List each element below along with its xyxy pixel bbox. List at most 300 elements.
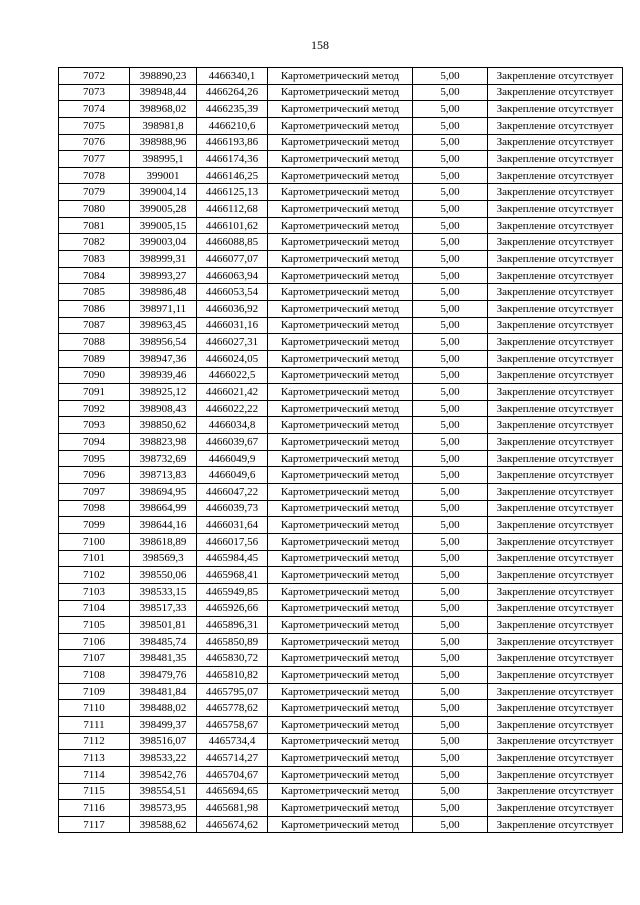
x-coordinate-cell: 398995,1 xyxy=(130,151,197,168)
point-number-cell: 7072 xyxy=(59,68,130,85)
y-coordinate-cell: 4465778,62 xyxy=(197,700,268,717)
point-number-cell: 7077 xyxy=(59,151,130,168)
method-cell: Картометрический метод xyxy=(268,567,413,584)
x-coordinate-cell: 398588,62 xyxy=(130,816,197,833)
fixation-cell: Закрепление отсутствует xyxy=(488,234,623,251)
y-coordinate-cell: 4465694,65 xyxy=(197,783,268,800)
point-number-cell: 7115 xyxy=(59,783,130,800)
method-cell: Картометрический метод xyxy=(268,251,413,268)
accuracy-cell: 5,00 xyxy=(413,484,488,501)
fixation-cell: Закрепление отсутствует xyxy=(488,700,623,717)
x-coordinate-cell: 398908,43 xyxy=(130,400,197,417)
fixation-cell: Закрепление отсутствует xyxy=(488,201,623,218)
accuracy-cell: 5,00 xyxy=(413,766,488,783)
fixation-cell: Закрепление отсутствует xyxy=(488,317,623,334)
x-coordinate-cell: 398948,44 xyxy=(130,84,197,101)
table-row xyxy=(59,583,623,600)
y-coordinate-cell: 4466047,22 xyxy=(197,484,268,501)
x-coordinate-cell: 398517,33 xyxy=(130,600,197,617)
point-number-cell: 7090 xyxy=(59,367,130,384)
x-coordinate-cell: 398939,46 xyxy=(130,367,197,384)
x-coordinate-cell: 398516,07 xyxy=(130,733,197,750)
accuracy-cell: 5,00 xyxy=(413,300,488,317)
x-coordinate-cell: 398968,02 xyxy=(130,101,197,118)
fixation-cell: Закрепление отсутствует xyxy=(488,550,623,567)
accuracy-cell: 5,00 xyxy=(413,550,488,567)
accuracy-cell: 5,00 xyxy=(413,267,488,284)
accuracy-cell: 5,00 xyxy=(413,251,488,268)
table-row xyxy=(59,533,623,550)
accuracy-cell: 5,00 xyxy=(413,517,488,534)
x-coordinate-cell: 398569,3 xyxy=(130,550,197,567)
table-row xyxy=(59,783,623,800)
point-number-cell: 7084 xyxy=(59,267,130,284)
y-coordinate-cell: 4466049,9 xyxy=(197,450,268,467)
x-coordinate-cell: 399005,28 xyxy=(130,201,197,218)
x-coordinate-cell: 398644,16 xyxy=(130,517,197,534)
method-cell: Картометрический метод xyxy=(268,733,413,750)
method-cell: Картометрический метод xyxy=(268,633,413,650)
table-row xyxy=(59,650,623,667)
table-row xyxy=(59,716,623,733)
point-number-cell: 7089 xyxy=(59,350,130,367)
fixation-cell: Закрепление отсутствует xyxy=(488,367,623,384)
point-number-cell: 7093 xyxy=(59,417,130,434)
y-coordinate-cell: 4465810,82 xyxy=(197,667,268,684)
point-number-cell: 7097 xyxy=(59,484,130,501)
y-coordinate-cell: 4466036,92 xyxy=(197,300,268,317)
method-cell: Картометрический метод xyxy=(268,783,413,800)
method-cell: Картометрический метод xyxy=(268,350,413,367)
method-cell: Картометрический метод xyxy=(268,484,413,501)
accuracy-cell: 5,00 xyxy=(413,783,488,800)
table-row xyxy=(59,417,623,434)
method-cell: Картометрический метод xyxy=(268,367,413,384)
point-number-cell: 7109 xyxy=(59,683,130,700)
table-row xyxy=(59,334,623,351)
point-number-cell: 7113 xyxy=(59,750,130,767)
x-coordinate-cell: 398925,12 xyxy=(130,384,197,401)
fixation-cell: Закрепление отсутствует xyxy=(488,384,623,401)
point-number-cell: 7105 xyxy=(59,617,130,634)
y-coordinate-cell: 4466031,16 xyxy=(197,317,268,334)
y-coordinate-cell: 4466146,25 xyxy=(197,167,268,184)
y-coordinate-cell: 4466017,56 xyxy=(197,533,268,550)
accuracy-cell: 5,00 xyxy=(413,816,488,833)
fixation-cell: Закрепление отсутствует xyxy=(488,450,623,467)
x-coordinate-cell: 398533,22 xyxy=(130,750,197,767)
fixation-cell: Закрепление отсутствует xyxy=(488,467,623,484)
table-row xyxy=(59,367,623,384)
y-coordinate-cell: 4465896,31 xyxy=(197,617,268,634)
method-cell: Картометрический метод xyxy=(268,134,413,151)
y-coordinate-cell: 4465674,62 xyxy=(197,816,268,833)
table-row xyxy=(59,317,623,334)
y-coordinate-cell: 4465681,98 xyxy=(197,800,268,817)
fixation-cell: Закрепление отсутствует xyxy=(488,750,623,767)
y-coordinate-cell: 4465949,85 xyxy=(197,583,268,600)
accuracy-cell: 5,00 xyxy=(413,567,488,584)
accuracy-cell: 5,00 xyxy=(413,434,488,451)
x-coordinate-cell: 398947,36 xyxy=(130,350,197,367)
table-row xyxy=(59,517,623,534)
method-cell: Картометрический метод xyxy=(268,467,413,484)
point-number-cell: 7098 xyxy=(59,500,130,517)
table-row xyxy=(59,117,623,134)
method-cell: Картометрический метод xyxy=(268,550,413,567)
x-coordinate-cell: 399001 xyxy=(130,167,197,184)
table-row xyxy=(59,384,623,401)
y-coordinate-cell: 4465734,4 xyxy=(197,733,268,750)
method-cell: Картометрический метод xyxy=(268,517,413,534)
y-coordinate-cell: 4466125,13 xyxy=(197,184,268,201)
accuracy-cell: 5,00 xyxy=(413,617,488,634)
point-number-cell: 7106 xyxy=(59,633,130,650)
method-cell: Картометрический метод xyxy=(268,84,413,101)
table-row xyxy=(59,567,623,584)
point-number-cell: 7114 xyxy=(59,766,130,783)
x-coordinate-cell: 398488,02 xyxy=(130,700,197,717)
fixation-cell: Закрепление отсутствует xyxy=(488,134,623,151)
point-number-cell: 7095 xyxy=(59,450,130,467)
point-number-cell: 7108 xyxy=(59,667,130,684)
y-coordinate-cell: 4465984,45 xyxy=(197,550,268,567)
y-coordinate-cell: 4466027,31 xyxy=(197,334,268,351)
method-cell: Картометрический метод xyxy=(268,101,413,118)
x-coordinate-cell: 398890,23 xyxy=(130,68,197,85)
table-row xyxy=(59,167,623,184)
method-cell: Картометрический метод xyxy=(268,217,413,234)
point-number-cell: 7103 xyxy=(59,583,130,600)
accuracy-cell: 5,00 xyxy=(413,600,488,617)
accuracy-cell: 5,00 xyxy=(413,134,488,151)
accuracy-cell: 5,00 xyxy=(413,650,488,667)
accuracy-cell: 5,00 xyxy=(413,700,488,717)
accuracy-cell: 5,00 xyxy=(413,400,488,417)
accuracy-cell: 5,00 xyxy=(413,450,488,467)
point-number-cell: 7099 xyxy=(59,517,130,534)
y-coordinate-cell: 4466112,68 xyxy=(197,201,268,218)
y-coordinate-cell: 4466031,64 xyxy=(197,517,268,534)
x-coordinate-cell: 398554,51 xyxy=(130,783,197,800)
y-coordinate-cell: 4465714,27 xyxy=(197,750,268,767)
table-row xyxy=(59,733,623,750)
fixation-cell: Закрепление отсутствует xyxy=(488,617,623,634)
x-coordinate-cell: 398732,69 xyxy=(130,450,197,467)
point-number-cell: 7091 xyxy=(59,384,130,401)
accuracy-cell: 5,00 xyxy=(413,101,488,118)
table-row xyxy=(59,750,623,767)
fixation-cell: Закрепление отсутствует xyxy=(488,683,623,700)
method-cell: Картометрический метод xyxy=(268,800,413,817)
accuracy-cell: 5,00 xyxy=(413,367,488,384)
y-coordinate-cell: 4465758,67 xyxy=(197,716,268,733)
accuracy-cell: 5,00 xyxy=(413,716,488,733)
y-coordinate-cell: 4466235,39 xyxy=(197,101,268,118)
accuracy-cell: 5,00 xyxy=(413,334,488,351)
y-coordinate-cell: 4466193,86 xyxy=(197,134,268,151)
x-coordinate-cell: 398573,95 xyxy=(130,800,197,817)
accuracy-cell: 5,00 xyxy=(413,683,488,700)
accuracy-cell: 5,00 xyxy=(413,234,488,251)
method-cell: Картометрический метод xyxy=(268,117,413,134)
accuracy-cell: 5,00 xyxy=(413,384,488,401)
fixation-cell: Закрепление отсутствует xyxy=(488,417,623,434)
accuracy-cell: 5,00 xyxy=(413,317,488,334)
fixation-cell: Закрепление отсутствует xyxy=(488,68,623,85)
x-coordinate-cell: 399005,15 xyxy=(130,217,197,234)
accuracy-cell: 5,00 xyxy=(413,800,488,817)
table-row xyxy=(59,217,623,234)
y-coordinate-cell: 4466039,73 xyxy=(197,500,268,517)
point-number-cell: 7094 xyxy=(59,434,130,451)
method-cell: Картометрический метод xyxy=(268,234,413,251)
method-cell: Картометрический метод xyxy=(268,201,413,218)
point-number-cell: 7117 xyxy=(59,816,130,833)
x-coordinate-cell: 398542,76 xyxy=(130,766,197,783)
method-cell: Картометрический метод xyxy=(268,700,413,717)
y-coordinate-cell: 4466021,42 xyxy=(197,384,268,401)
fixation-cell: Закрепление отсутствует xyxy=(488,117,623,134)
x-coordinate-cell: 398850,62 xyxy=(130,417,197,434)
accuracy-cell: 5,00 xyxy=(413,350,488,367)
point-number-cell: 7102 xyxy=(59,567,130,584)
method-cell: Картометрический метод xyxy=(268,617,413,634)
y-coordinate-cell: 4466039,67 xyxy=(197,434,268,451)
table-row xyxy=(59,251,623,268)
y-coordinate-cell: 4465795,07 xyxy=(197,683,268,700)
method-cell: Картометрический метод xyxy=(268,300,413,317)
method-cell: Картометрический метод xyxy=(268,317,413,334)
point-number-cell: 7074 xyxy=(59,101,130,118)
table-row xyxy=(59,700,623,717)
point-number-cell: 7092 xyxy=(59,400,130,417)
point-number-cell: 7088 xyxy=(59,334,130,351)
y-coordinate-cell: 4466264,26 xyxy=(197,84,268,101)
y-coordinate-cell: 4465850,89 xyxy=(197,633,268,650)
point-number-cell: 7107 xyxy=(59,650,130,667)
table-row xyxy=(59,284,623,301)
x-coordinate-cell: 398988,96 xyxy=(130,134,197,151)
y-coordinate-cell: 4466053,54 xyxy=(197,284,268,301)
method-cell: Картометрический метод xyxy=(268,450,413,467)
method-cell: Картометрический метод xyxy=(268,267,413,284)
fixation-cell: Закрепление отсутствует xyxy=(488,500,623,517)
accuracy-cell: 5,00 xyxy=(413,151,488,168)
table-row xyxy=(59,267,623,284)
fixation-cell: Закрепление отсутствует xyxy=(488,217,623,234)
table-row xyxy=(59,550,623,567)
accuracy-cell: 5,00 xyxy=(413,500,488,517)
method-cell: Картометрический метод xyxy=(268,400,413,417)
point-number-cell: 7079 xyxy=(59,184,130,201)
x-coordinate-cell: 398618,89 xyxy=(130,533,197,550)
method-cell: Картометрический метод xyxy=(268,68,413,85)
table-row xyxy=(59,617,623,634)
accuracy-cell: 5,00 xyxy=(413,467,488,484)
point-number-cell: 7111 xyxy=(59,716,130,733)
accuracy-cell: 5,00 xyxy=(413,417,488,434)
x-coordinate-cell: 398499,37 xyxy=(130,716,197,733)
method-cell: Картометрический метод xyxy=(268,600,413,617)
x-coordinate-cell: 398479,76 xyxy=(130,667,197,684)
fixation-cell: Закрепление отсутствует xyxy=(488,650,623,667)
fixation-cell: Закрепление отсутствует xyxy=(488,101,623,118)
accuracy-cell: 5,00 xyxy=(413,583,488,600)
x-coordinate-cell: 398986,48 xyxy=(130,284,197,301)
table-row xyxy=(59,450,623,467)
accuracy-cell: 5,00 xyxy=(413,667,488,684)
accuracy-cell: 5,00 xyxy=(413,633,488,650)
coordinates-table xyxy=(58,67,623,833)
table-row xyxy=(59,234,623,251)
accuracy-cell: 5,00 xyxy=(413,84,488,101)
x-coordinate-cell: 398533,15 xyxy=(130,583,197,600)
x-coordinate-cell: 398981,8 xyxy=(130,117,197,134)
fixation-cell: Закрепление отсутствует xyxy=(488,800,623,817)
point-number-cell: 7085 xyxy=(59,284,130,301)
table-body xyxy=(59,68,623,833)
fixation-cell: Закрепление отсутствует xyxy=(488,167,623,184)
method-cell: Картометрический метод xyxy=(268,766,413,783)
x-coordinate-cell: 398971,11 xyxy=(130,300,197,317)
table-row xyxy=(59,350,623,367)
table-row xyxy=(59,300,623,317)
x-coordinate-cell: 398963,45 xyxy=(130,317,197,334)
table-row xyxy=(59,467,623,484)
page-number: 158 xyxy=(311,38,329,52)
method-cell: Картометрический метод xyxy=(268,334,413,351)
x-coordinate-cell: 398664,99 xyxy=(130,500,197,517)
fixation-cell: Закрепление отсутствует xyxy=(488,633,623,650)
table-row xyxy=(59,500,623,517)
fixation-cell: Закрепление отсутствует xyxy=(488,484,623,501)
table-row xyxy=(59,633,623,650)
accuracy-cell: 5,00 xyxy=(413,217,488,234)
table-row xyxy=(59,151,623,168)
accuracy-cell: 5,00 xyxy=(413,284,488,301)
x-coordinate-cell: 398481,84 xyxy=(130,683,197,700)
y-coordinate-cell: 4466024,05 xyxy=(197,350,268,367)
fixation-cell: Закрепление отсутствует xyxy=(488,816,623,833)
table-row xyxy=(59,434,623,451)
point-number-cell: 7110 xyxy=(59,700,130,717)
point-number-cell: 7083 xyxy=(59,251,130,268)
method-cell: Картометрический метод xyxy=(268,650,413,667)
point-number-cell: 7087 xyxy=(59,317,130,334)
table-row xyxy=(59,134,623,151)
fixation-cell: Закрепление отсутствует xyxy=(488,667,623,684)
point-number-cell: 7073 xyxy=(59,84,130,101)
table-row xyxy=(59,683,623,700)
point-number-cell: 7076 xyxy=(59,134,130,151)
point-number-cell: 7100 xyxy=(59,533,130,550)
point-number-cell: 7080 xyxy=(59,201,130,218)
x-coordinate-cell: 398550,06 xyxy=(130,567,197,584)
x-coordinate-cell: 398694,95 xyxy=(130,484,197,501)
fixation-cell: Закрепление отсутствует xyxy=(488,783,623,800)
x-coordinate-cell: 399003,04 xyxy=(130,234,197,251)
point-number-cell: 7075 xyxy=(59,117,130,134)
accuracy-cell: 5,00 xyxy=(413,533,488,550)
fixation-cell: Закрепление отсутствует xyxy=(488,766,623,783)
y-coordinate-cell: 4466340,1 xyxy=(197,68,268,85)
accuracy-cell: 5,00 xyxy=(413,201,488,218)
fixation-cell: Закрепление отсутствует xyxy=(488,400,623,417)
y-coordinate-cell: 4466210,6 xyxy=(197,117,268,134)
x-coordinate-cell: 398713,83 xyxy=(130,467,197,484)
x-coordinate-cell: 398823,98 xyxy=(130,434,197,451)
method-cell: Картометрический метод xyxy=(268,167,413,184)
fixation-cell: Закрепление отсутствует xyxy=(488,517,623,534)
y-coordinate-cell: 4465926,66 xyxy=(197,600,268,617)
table-row xyxy=(59,201,623,218)
method-cell: Картометрический метод xyxy=(268,816,413,833)
x-coordinate-cell: 398999,31 xyxy=(130,251,197,268)
y-coordinate-cell: 4465830,72 xyxy=(197,650,268,667)
method-cell: Картометрический метод xyxy=(268,417,413,434)
fixation-cell: Закрепление отсутствует xyxy=(488,151,623,168)
y-coordinate-cell: 4466077,07 xyxy=(197,251,268,268)
fixation-cell: Закрепление отсутствует xyxy=(488,184,623,201)
point-number-cell: 7116 xyxy=(59,800,130,817)
table-row xyxy=(59,800,623,817)
table-row xyxy=(59,68,623,85)
point-number-cell: 7081 xyxy=(59,217,130,234)
y-coordinate-cell: 4466022,22 xyxy=(197,400,268,417)
method-cell: Картометрический метод xyxy=(268,284,413,301)
fixation-cell: Закрепление отсутствует xyxy=(488,334,623,351)
method-cell: Картометрический метод xyxy=(268,667,413,684)
method-cell: Картометрический метод xyxy=(268,583,413,600)
table-row xyxy=(59,84,623,101)
method-cell: Картометрический метод xyxy=(268,184,413,201)
point-number-cell: 7086 xyxy=(59,300,130,317)
accuracy-cell: 5,00 xyxy=(413,117,488,134)
x-coordinate-cell: 398956,54 xyxy=(130,334,197,351)
y-coordinate-cell: 4466063,94 xyxy=(197,267,268,284)
method-cell: Картометрический метод xyxy=(268,500,413,517)
y-coordinate-cell: 4466088,85 xyxy=(197,234,268,251)
table-row xyxy=(59,667,623,684)
fixation-cell: Закрепление отсутствует xyxy=(488,84,623,101)
method-cell: Картометрический метод xyxy=(268,750,413,767)
point-number-cell: 7078 xyxy=(59,167,130,184)
fixation-cell: Закрепление отсутствует xyxy=(488,600,623,617)
method-cell: Картометрический метод xyxy=(268,151,413,168)
x-coordinate-cell: 398993,27 xyxy=(130,267,197,284)
fixation-cell: Закрепление отсутствует xyxy=(488,733,623,750)
x-coordinate-cell: 399004,14 xyxy=(130,184,197,201)
method-cell: Картометрический метод xyxy=(268,683,413,700)
method-cell: Картометрический метод xyxy=(268,434,413,451)
accuracy-cell: 5,00 xyxy=(413,184,488,201)
y-coordinate-cell: 4465704,67 xyxy=(197,766,268,783)
fixation-cell: Закрепление отсутствует xyxy=(488,583,623,600)
accuracy-cell: 5,00 xyxy=(413,733,488,750)
fixation-cell: Закрепление отсутствует xyxy=(488,300,623,317)
table-row xyxy=(59,184,623,201)
method-cell: Картометрический метод xyxy=(268,384,413,401)
fixation-cell: Закрепление отсутствует xyxy=(488,434,623,451)
point-number-cell: 7096 xyxy=(59,467,130,484)
point-number-cell: 7101 xyxy=(59,550,130,567)
y-coordinate-cell: 4466101,62 xyxy=(197,217,268,234)
fixation-cell: Закрепление отсутствует xyxy=(488,567,623,584)
fixation-cell: Закрепление отсутствует xyxy=(488,350,623,367)
method-cell: Картометрический метод xyxy=(268,716,413,733)
y-coordinate-cell: 4466034,8 xyxy=(197,417,268,434)
